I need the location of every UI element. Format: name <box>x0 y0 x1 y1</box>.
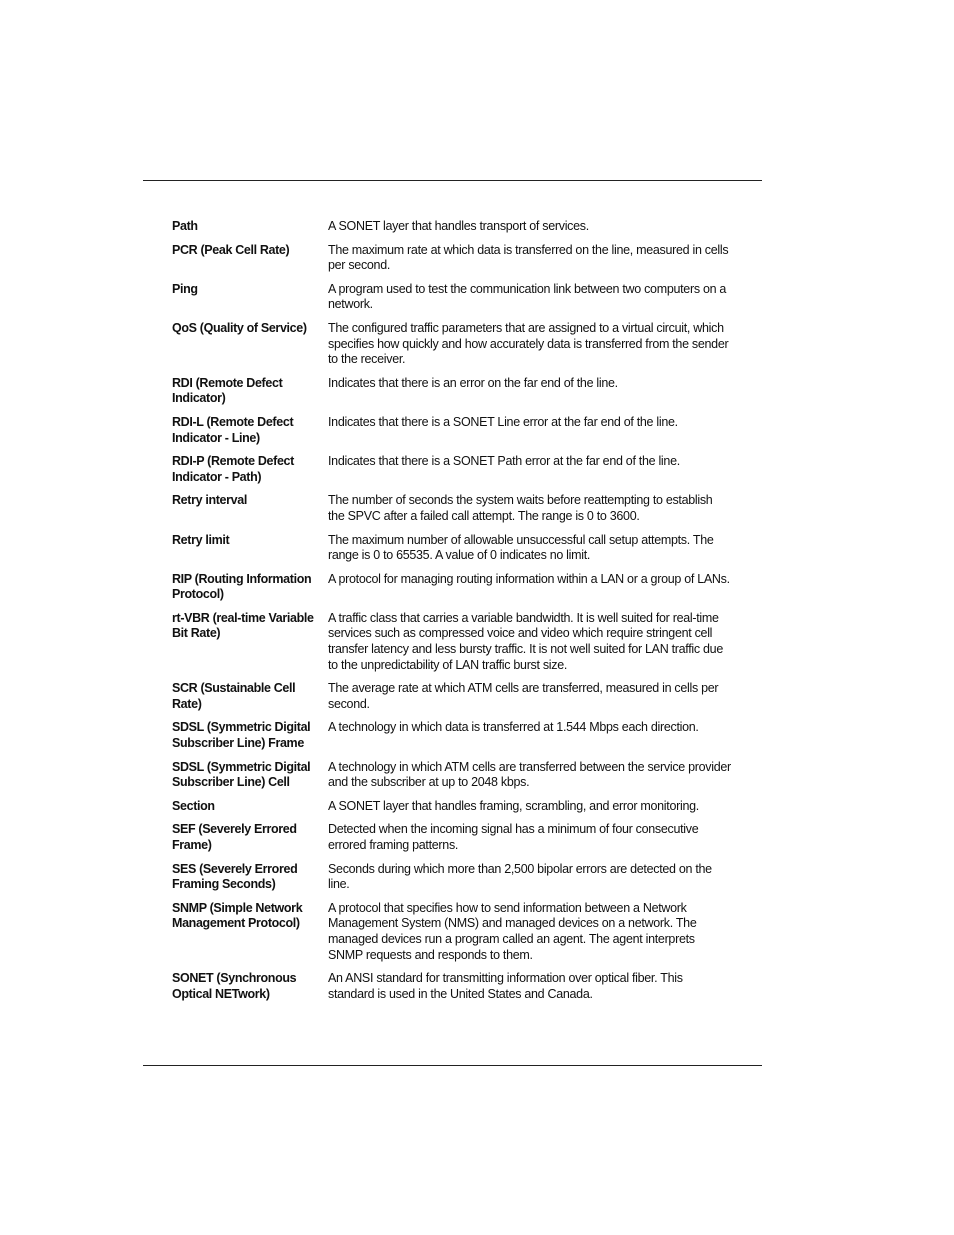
glossary-definition: An ANSI standard for transmitting information over optical fiber. This standard is used in the United States and Canada. <box>328 971 683 1001</box>
glossary-entry <box>172 454 732 485</box>
glossary-definition: Detected when the incoming signal has a minimum of four consecutive errored framing patterns. <box>328 822 699 852</box>
glossary-definition: Indicates that there is a SONET Line error at the far end of the line. <box>328 414 678 429</box>
glossary-term: SEF (Severely Errored Frame) <box>172 822 297 852</box>
header-rule <box>143 180 762 181</box>
glossary-entry <box>172 219 732 235</box>
glossary-entry <box>172 533 732 564</box>
glossary-term: RIP (Routing Information Protocol) <box>172 571 312 602</box>
glossary-entry <box>172 901 732 963</box>
glossary-term: RDI-L (Remote Defect Indicator - Line) <box>172 414 294 445</box>
glossary-term: SONET (Synchronous Optical NETwork) <box>172 971 297 1001</box>
glossary-definition: The number of seconds the system waits before reattempting to establish the SPVC after a failed call attempt. The range is 0 to 3600. <box>328 493 713 523</box>
glossary-term: Ping <box>172 281 198 296</box>
glossary-entry <box>172 681 732 712</box>
glossary-entry <box>172 760 732 791</box>
glossary-entry <box>172 971 732 1002</box>
glossary-definition: A technology in which ATM cells are transferred between the service provider and the subscriber at up to 2048 kbps. <box>328 759 731 790</box>
glossary-definition: Indicates that there is an error on the far end of the line. <box>328 375 618 390</box>
glossary-term: SCR (Sustainable Cell Rate) <box>172 681 296 711</box>
glossary-definition: Seconds during which more than 2,500 bipolar errors are detected on the line. <box>328 861 712 892</box>
glossary-list <box>172 219 732 1010</box>
glossary-entry <box>172 799 732 815</box>
glossary-term: rt-VBR (real-time Variable Bit Rate) <box>172 610 314 641</box>
glossary-definition: A SONET layer that handles transport of services. <box>328 219 589 233</box>
glossary-definition: A SONET layer that handles framing, scrambling, and error monitoring. <box>328 798 699 813</box>
glossary-definition: The configured traffic parameters that are assigned to a virtual circuit, which specifies how quickly and how accurately data is transferred from the sender to the receiver. <box>328 320 729 367</box>
glossary-entry <box>172 282 732 313</box>
glossary-entry <box>172 493 732 524</box>
glossary-entry <box>172 243 732 274</box>
glossary-term: PCR (Peak Cell Rate) <box>172 242 290 257</box>
glossary-definition: A protocol for managing routing information within a LAN or a group of LANs. <box>328 571 730 586</box>
glossary-entry <box>172 376 732 407</box>
glossary-term: Retry limit <box>172 532 230 547</box>
glossary-entry <box>172 822 732 853</box>
glossary-term: RDI-P (Remote Defect Indicator - Path) <box>172 454 294 484</box>
glossary-definition: Indicates that there is a SONET Path error at the far end of the line. <box>328 454 680 469</box>
glossary-entry <box>172 862 732 893</box>
footer-rule <box>143 1065 762 1066</box>
glossary-definition: The maximum rate at which data is transferred on the line, measured in cells per second. <box>328 242 729 273</box>
glossary-definition: A traffic class that carries a variable bandwidth. It is well suited for real-time services such as compressed voice and video which require stringent cell transfer latency and less bursty traffic. It is not well suited for LAN traffic due to the unpredictability of LAN traffic burst size. <box>328 610 723 672</box>
glossary-definition: The maximum number of allowable unsuccessful call setup attempts. The range is 0 to 65535. A value of 0 indicates no limit. <box>328 532 714 563</box>
glossary-entry <box>172 611 732 673</box>
glossary-term: SNMP (Simple Network Management Protocol) <box>172 900 303 931</box>
glossary-entry <box>172 572 732 603</box>
glossary-term: SDSL (Symmetric Digital Subscriber Line) Frame <box>172 720 311 751</box>
glossary-entry <box>172 415 732 446</box>
glossary-term: SES (Severely Errored Framing Seconds) <box>172 861 298 892</box>
glossary-entry <box>172 720 732 751</box>
glossary-term: SDSL (Symmetric Digital Subscriber Line) Cell <box>172 759 311 790</box>
glossary-term: QoS (Quality of Service) <box>172 320 307 335</box>
glossary-definition: The average rate at which ATM cells are transferred, measured in cells per second. <box>328 681 719 711</box>
glossary-term: Path <box>172 219 198 233</box>
glossary-term: RDI (Remote Defect Indicator) <box>172 375 283 406</box>
glossary-term: Section <box>172 798 215 813</box>
glossary-definition: A program used to test the communication link between two computers on a network. <box>328 281 727 312</box>
glossary-entry <box>172 321 732 368</box>
glossary-definition: A protocol that specifies how to send information between a Network Management System (NMS) and managed devices on a network. The managed devices run a program called an agent. The agent interprets SNMP requests and responds to them. <box>328 900 697 962</box>
glossary-term: Retry interval <box>172 493 247 508</box>
glossary-definition: A technology in which data is transferred at 1.544 Mbps each direction. <box>328 720 699 735</box>
